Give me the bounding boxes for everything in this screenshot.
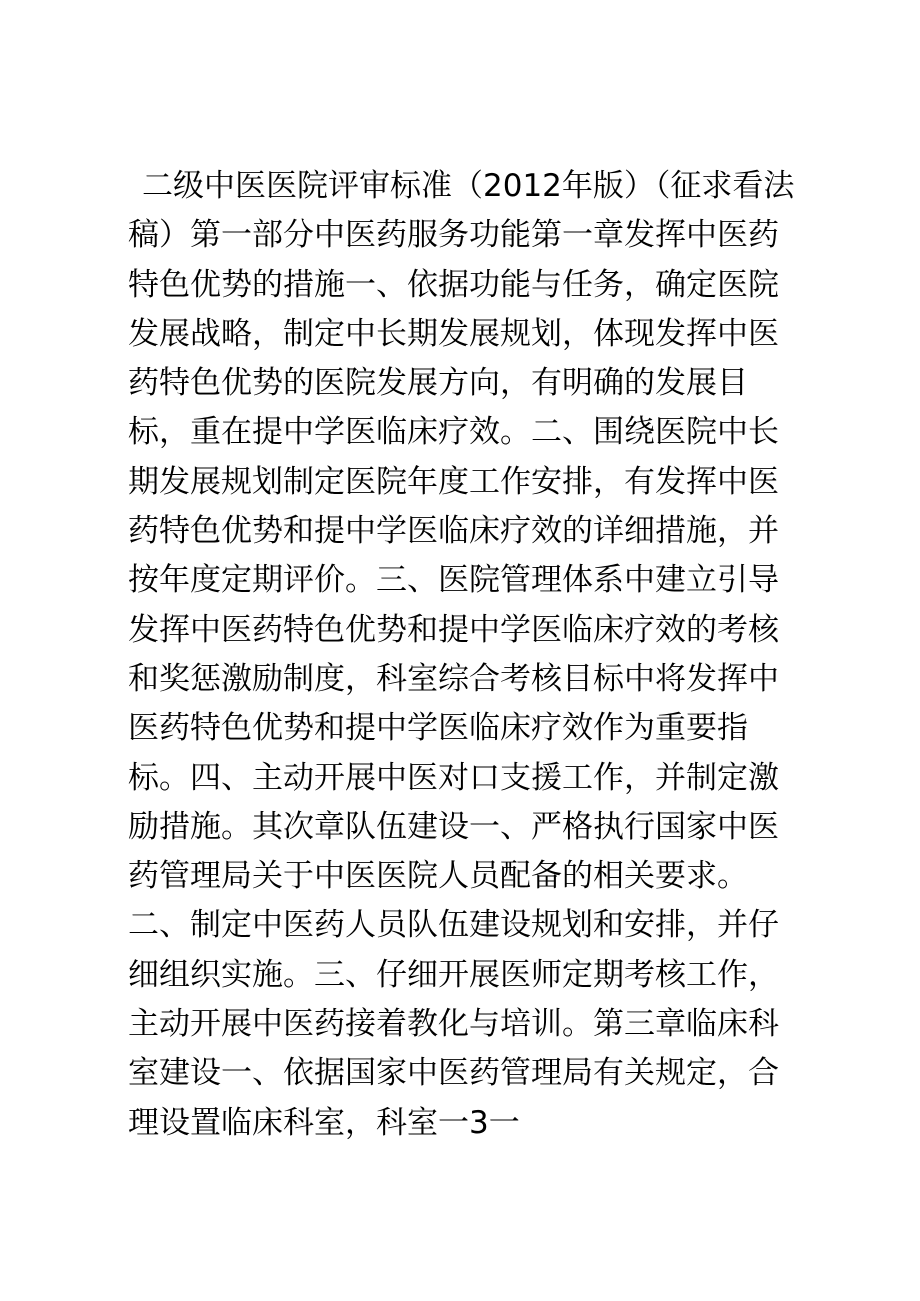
- text-line: 标。四、主动开展中医对口支援工作，并制定激: [128, 759, 779, 796]
- text-line: 主动开展中医药接着教化与培训。第三章临床科: [128, 1006, 779, 1043]
- text-line: 医药特色优势和提中学医临床疗效作为重要指: [128, 710, 748, 747]
- text-line: 励措施。其次章队伍建设一、严格执行国家中医: [128, 808, 779, 845]
- text-line: 按年度定期评价。三、医院管理体系中建立引导: [128, 562, 779, 599]
- text-line: 稿）第一部分中医药服务功能第一章发挥中医药: [128, 217, 779, 254]
- text-line: 标，重在提中学医临床疗效。二、围绕医院中长: [128, 414, 779, 451]
- text-line: 特色优势的措施一、依据功能与任务，确定医院: [128, 266, 779, 303]
- text-line: 理设置临床科室，科室一3一: [128, 1104, 520, 1141]
- text-line: 二、制定中医药人员队伍建设规划和安排，并仔: [128, 907, 779, 944]
- text-line: 发展战略，制定中长期发展规划，体现发挥中医: [128, 315, 779, 352]
- text-line: 室建设一、依据国家中医药管理局有关规定，合: [128, 1055, 779, 1092]
- text-line: 发挥中医药特色优势和提中学医临床疗效的考核: [128, 611, 779, 648]
- text-line: 药特色优势的医院发展方向，有明确的发展目: [128, 365, 748, 402]
- text-line: 细组织实施。三、仔细开展医师定期考核工作，: [128, 956, 779, 993]
- text-line: 药管理局关于中医医院人员配备的相关要求。: [128, 858, 748, 895]
- text-line: 和奖惩激励制度，科室综合考核目标中将发挥中: [128, 660, 779, 697]
- text-line: 药特色优势和提中学医临床疗效的详细措施，并: [128, 513, 779, 550]
- text-line: 二级中医医院评审标准（2012年版）（征求看法: [142, 168, 795, 204]
- text-line: 期发展规划制定医院年度工作安排，有发挥中医: [128, 463, 779, 500]
- body-text: [128, 162, 795, 1148]
